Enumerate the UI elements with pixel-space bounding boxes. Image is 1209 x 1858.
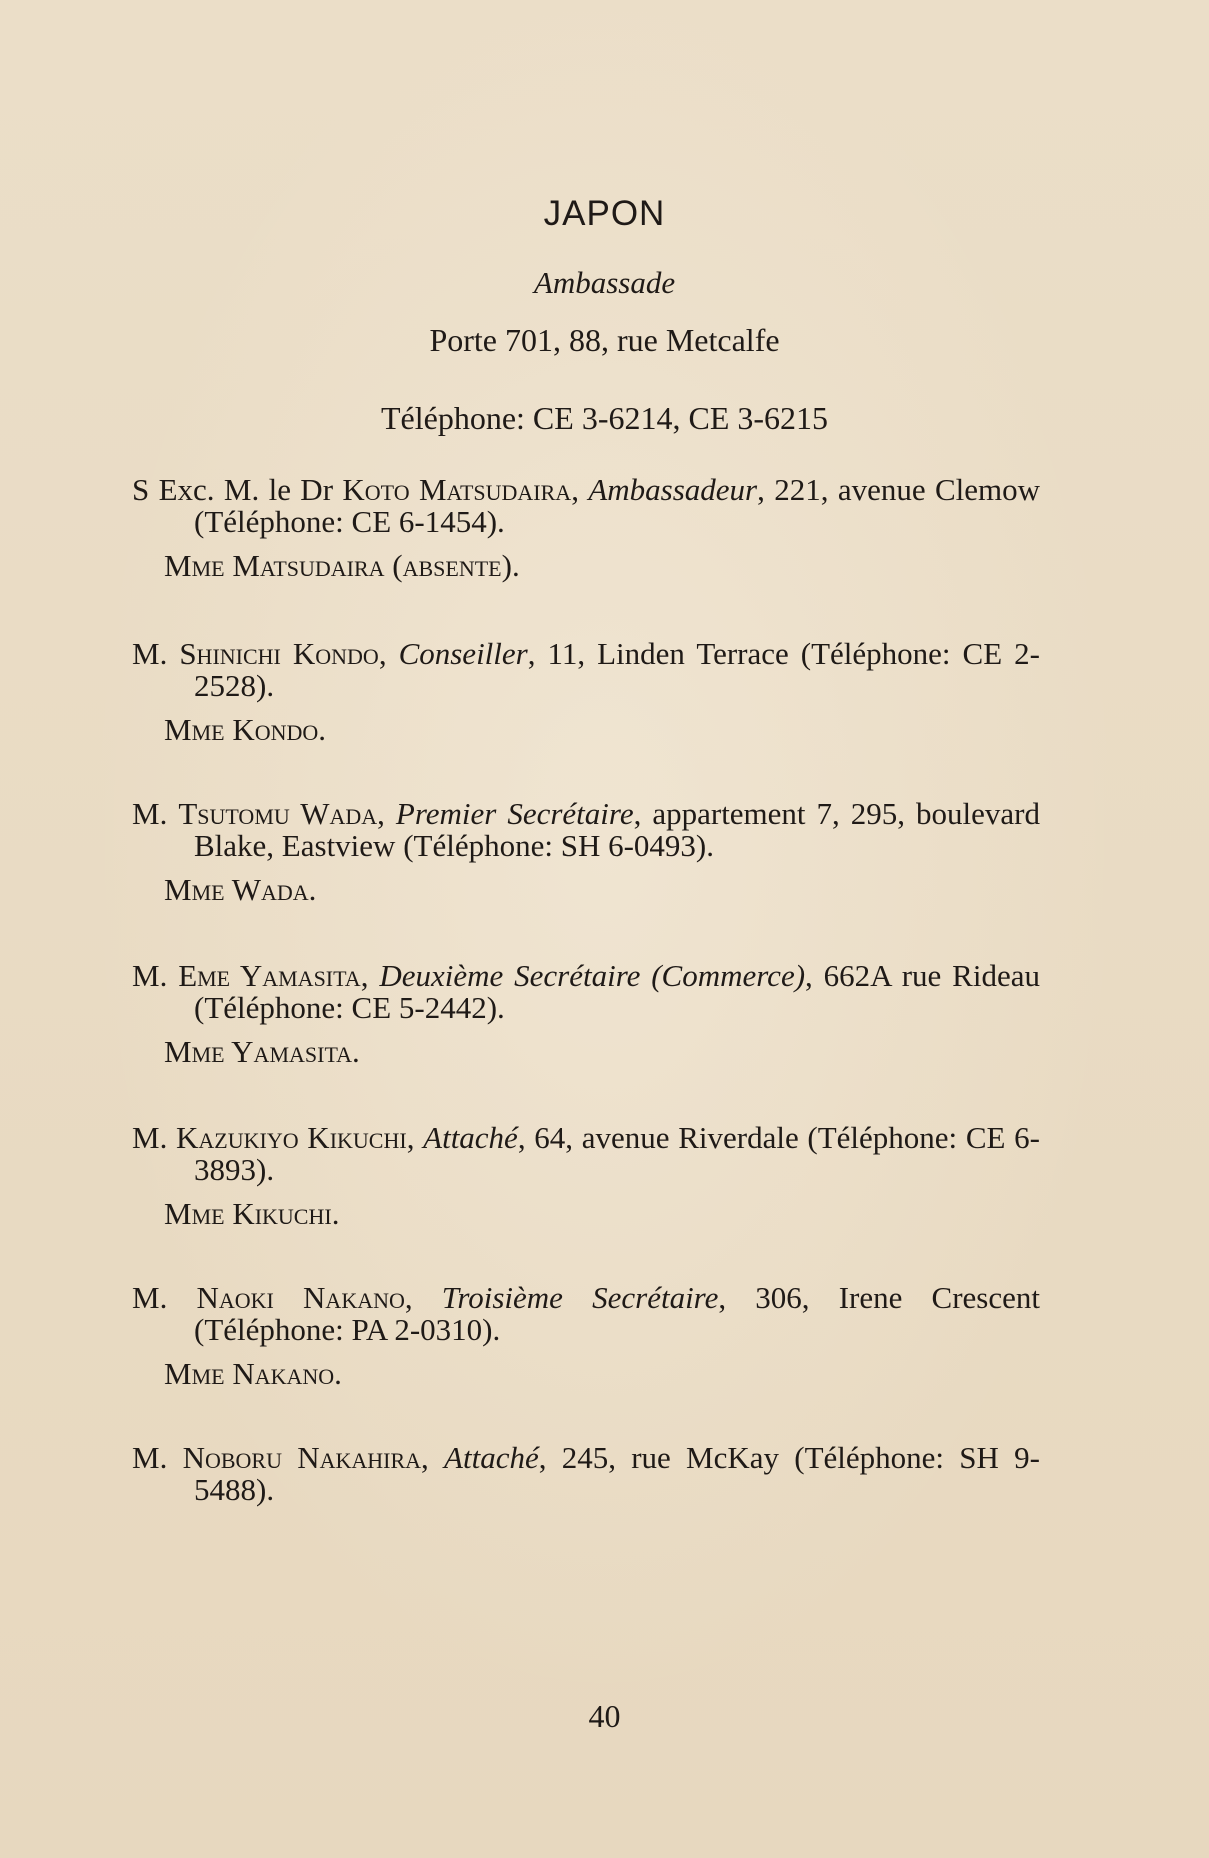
spouse-line: Mme Nakano. [164,1356,342,1391]
staff-list [132,474,1040,1506]
spouse-line: Mme Yamasita. [164,1034,360,1069]
staff-title: Conseiller [398,636,528,671]
staff-details: , 64, avenue Riverdale (Téléphone: CE 6-3893). [194,1120,1040,1187]
spouse-line: Mme Kikuchi. [164,1196,340,1231]
staff-title: Troisième Secrétaire [441,1280,719,1315]
staff-title: Deuxième Secrétaire (Commerce) [379,958,806,993]
staff-name: Kazukiyo Kikuchi [176,1120,407,1155]
staff-name: Tsutomu Wada [178,796,378,831]
staff-name: Eme Yamasita [178,958,361,993]
staff-entry [132,960,1040,1068]
spouse-line: Mme Wada. [164,872,317,907]
mission-type: Ambassade [533,265,676,300]
staff-name: Shinichi Kondo [179,636,379,671]
staff-title: Premier Secrétaire [395,796,634,831]
staff-name: Koto Matsudaira [342,472,572,507]
staff-details: , 11, Linden Terrace (Téléphone: CE 2-2528). [194,636,1040,703]
staff-entry-main: M. Eme Yamasita, Deuxième Secrétaire (Commerce), 662A rue Rideau (Téléphone: CE 5-2442). [132,958,1040,1025]
staff-entry [132,638,1040,746]
staff-entry [132,798,1040,906]
country-heading: JAPON [543,194,666,233]
staff-title: Ambassadeur [588,472,758,507]
staff-entry-main: M. Noboru Nakahira, Attaché, 245, rue McKay (Téléphone: SH 9-5488). [132,1440,1040,1507]
staff-entry [132,1282,1040,1390]
embassy-telephone: Téléphone: CE 3-6214, CE 3-6215 [380,400,829,436]
spouse-line: Mme Kondo. [164,712,327,747]
staff-entry [132,1442,1040,1506]
staff-details: , 245, rue McKay (Téléphone: SH 9-5488). [194,1440,1040,1507]
staff-name: Noboru Nakahira [182,1440,422,1475]
staff-details: , 306, Irene Crescent (Téléphone: PA 2-0310). [194,1280,1040,1347]
staff-entry [132,474,1040,582]
staff-title: Attaché [423,1120,518,1155]
staff-details: , 662A rue Rideau (Téléphone: CE 5-2442). [194,958,1040,1025]
staff-details: , 221, avenue Clemow (Téléphone: CE 6-1454). [194,472,1040,539]
staff-title: Attaché [444,1440,539,1475]
staff-details: , appartement 7, 295, boulevard Blake, Eastview (Téléphone: SH 6-0493). [194,796,1041,863]
staff-entry-main: M. Shinichi Kondo, Conseiller, 11, Linden Terrace (Téléphone: CE 2-2528). [132,636,1040,703]
spouse-line: Mme Matsudaira (absente). [164,548,520,583]
staff-entry-main: M. Tsutomu Wada, Premier Secrétaire, appartement 7, 295, boulevard Blake, Eastview (Téléphone: SH 6-0493). [132,796,1041,863]
staff-entry-main: M. Kazukiyo Kikuchi, Attaché, 64, avenue Riverdale (Téléphone: CE 6-3893). [132,1120,1040,1187]
staff-entry-main: M. Naoki Nakano, Troisième Secrétaire, 306, Irene Crescent (Téléphone: PA 2-0310). [132,1280,1040,1347]
embassy-address: Porte 701, 88, rue Metcalfe [429,322,780,358]
staff-entry [132,1122,1040,1230]
staff-entry-main: S Exc. M. le Dr Koto Matsudaira, Ambassadeur, 221, avenue Clemow (Téléphone: CE 6-1454). [132,472,1040,539]
staff-name: Naoki Nakano [196,1280,405,1315]
page-number: 40 [588,1698,621,1734]
